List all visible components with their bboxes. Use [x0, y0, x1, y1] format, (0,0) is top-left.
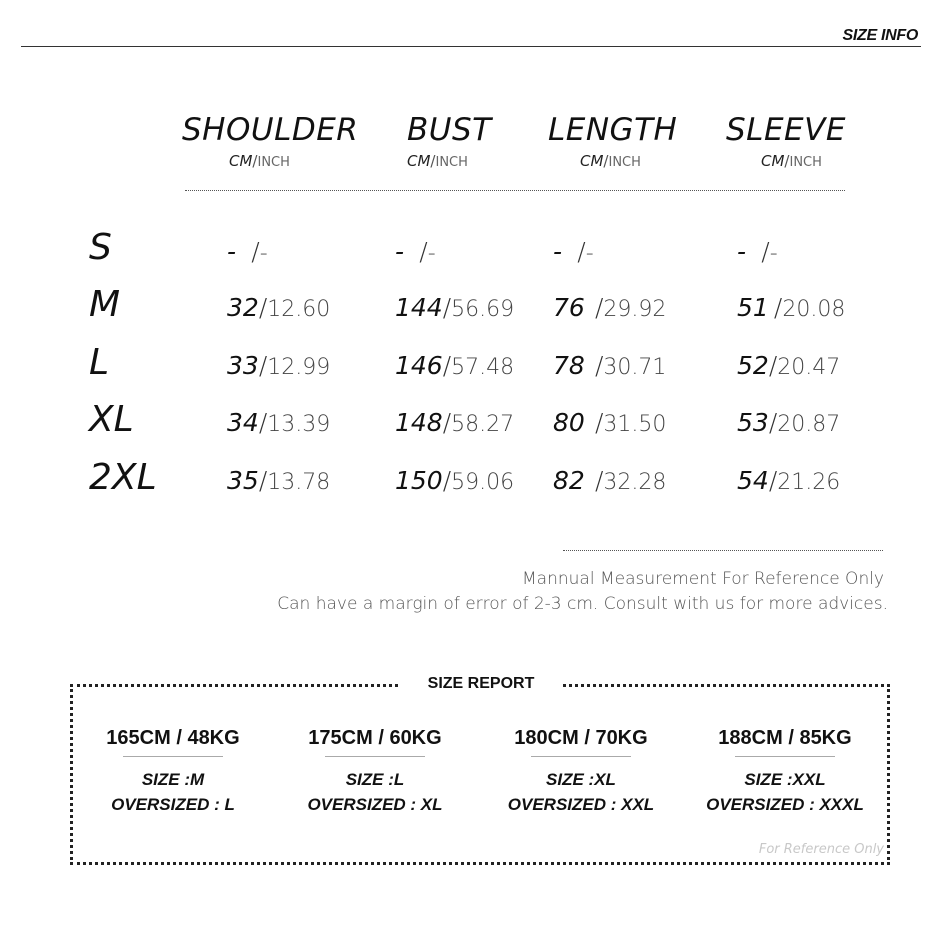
underline: [531, 756, 631, 757]
bust-value-2xl: 150/59.06: [395, 466, 515, 495]
sleeve-value-m: 51 /20.08: [737, 293, 846, 322]
oversized-size: OVERSIZED : XL: [307, 795, 443, 814]
column-name: BUST: [407, 112, 492, 148]
sleeve-value-xl: 53/20.87: [737, 408, 841, 437]
sleeve-value-s: - /-: [737, 237, 778, 266]
length-value-s: - /-: [553, 237, 594, 266]
column-unit: CM/INCH: [229, 152, 290, 170]
oversized-size: OVERSIZED : XXXL: [706, 795, 864, 814]
length-value-xl: 80 /31.50: [553, 408, 667, 437]
bust-value-m: 144/56.69: [395, 293, 515, 322]
profile-card: [73, 724, 273, 817]
length-value-2xl: 82 /32.28: [553, 466, 667, 495]
header-dotted-divider: [185, 190, 845, 191]
oversized-size: OVERSIZED : XXL: [507, 795, 655, 814]
underline: [325, 756, 425, 757]
height-weight: 188CM / 85KG: [718, 727, 852, 749]
column-header-length: [548, 112, 677, 170]
profile-card: [685, 724, 885, 817]
size-label-xl: XL: [89, 399, 134, 440]
size-report-title: SIZE REPORT: [400, 672, 562, 696]
shoulder-value-m: 32/12.60: [227, 293, 331, 322]
shoulder-value-l: 33/12.99: [227, 351, 331, 380]
column-name: SHOULDER: [182, 112, 359, 148]
profile-card: [275, 724, 475, 817]
size-label-m: M: [89, 284, 121, 325]
underline: [735, 756, 835, 757]
recommended-size: SIZE :L: [345, 770, 405, 789]
header-divider: [21, 46, 921, 47]
page-title: SIZE INFO: [842, 27, 918, 44]
size-label-2xl: 2XL: [89, 457, 157, 498]
column-name: SLEEVE: [726, 112, 846, 148]
sleeve-value-2xl: 54/21.26: [737, 466, 841, 495]
bust-value-xl: 148/58.27: [395, 408, 515, 437]
shoulder-value-s: - /-: [227, 237, 268, 266]
underline: [123, 756, 223, 757]
column-unit: CM/INCH: [580, 152, 641, 170]
length-value-m: 76 /29.92: [553, 293, 667, 322]
length-value-l: 78 /30.71: [553, 351, 667, 380]
sleeve-value-l: 52/20.47: [737, 351, 841, 380]
profile-card: [481, 724, 681, 817]
notes-dotted-divider: [563, 550, 883, 551]
bust-value-l: 146/57.48: [395, 351, 515, 380]
column-unit: CM/INCH: [407, 152, 468, 170]
measurement-note: Mannual Measurement For Reference Only: [522, 569, 884, 589]
reference-footnote: For Reference Only: [758, 842, 884, 857]
oversized-size: OVERSIZED : L: [111, 795, 235, 814]
height-weight: 175CM / 60KG: [308, 727, 442, 749]
bust-value-s: - /-: [395, 237, 436, 266]
column-header-sleeve: [726, 112, 846, 170]
shoulder-value-2xl: 35/13.78: [227, 466, 331, 495]
recommended-size: SIZE :XXL: [744, 770, 826, 789]
size-label-s: S: [89, 227, 112, 268]
column-header-bust: [407, 112, 492, 170]
recommended-size: SIZE :XL: [546, 770, 616, 789]
height-weight: 165CM / 48KG: [106, 727, 240, 749]
column-name: LENGTH: [548, 112, 678, 148]
size-label-l: L: [89, 342, 110, 383]
height-weight: 180CM / 70KG: [514, 727, 648, 749]
recommended-size: SIZE :M: [141, 770, 205, 789]
column-header-shoulder: [182, 112, 358, 170]
column-unit: CM/INCH: [761, 152, 822, 170]
shoulder-value-xl: 34/13.39: [227, 408, 331, 437]
margin-of-error-note: Can have a margin of error of 2-3 cm. Consult with us for more advices.: [277, 594, 888, 614]
